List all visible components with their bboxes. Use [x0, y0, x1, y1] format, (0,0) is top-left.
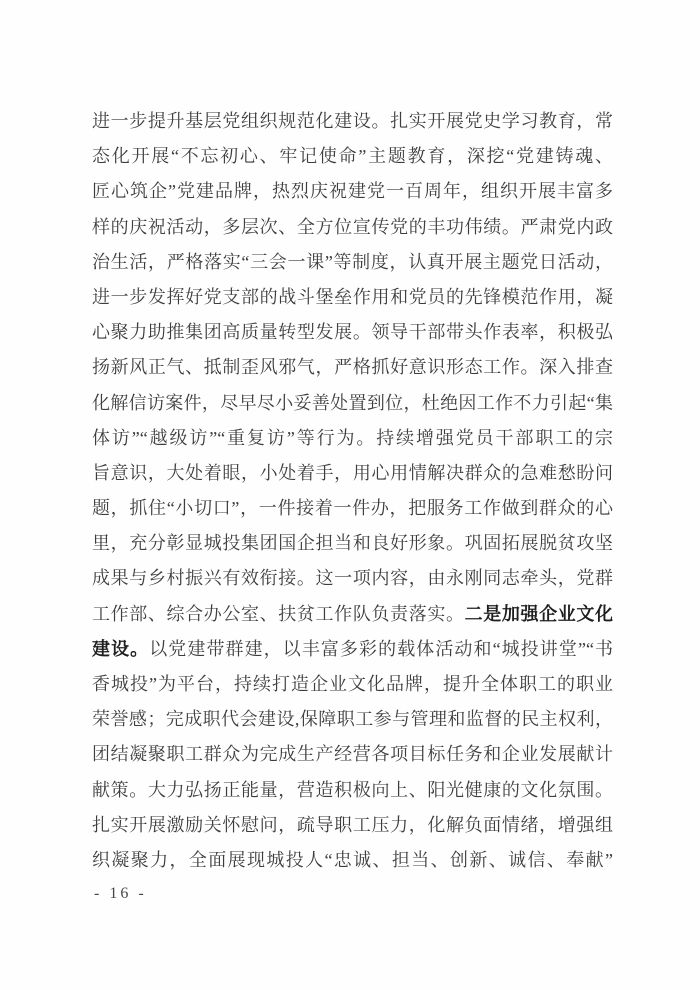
text-segment: 题，抓住“小切口”，一件接着一件办，把服务工作做到群众的心	[92, 498, 613, 519]
text-line	[92, 667, 613, 702]
text-line	[92, 561, 613, 596]
text-line	[92, 210, 613, 245]
body-text-block	[92, 104, 613, 878]
text-segment: 进一步提升基层党组织规范化建设。扎实开展党史学习教育，常	[92, 111, 613, 131]
text-line	[92, 843, 613, 878]
page-number: - 16 -	[94, 885, 147, 902]
text-line	[92, 597, 613, 632]
text-segment: 体访”“越级访”“重复访”等行为。持续增强党员干部职工的宗	[92, 427, 613, 448]
text-segment: 工作部、综合办公室、扶贫工作队负责落实。	[92, 603, 465, 624]
text-segment: 织凝聚力，全面展现城投人“忠诚、担当、创新、诚信、奉献”	[92, 849, 613, 870]
text-line	[92, 632, 613, 667]
text-segment: 扬新风正气、抵制歪风邪气，严格抓好意识形态工作。深入排查	[92, 357, 613, 378]
text-segment: 香城投”为平台，持续打造企业文化品牌，提升全体职工的职业	[92, 674, 613, 694]
text-line	[92, 491, 613, 526]
text-line	[92, 737, 613, 772]
text-line	[92, 315, 613, 350]
text-line	[92, 245, 613, 280]
text-segment: 荣誉感；完成职代会建设,保障职工参与管理和监督的民主权利，	[92, 709, 613, 730]
text-line	[92, 174, 613, 209]
text-segment: 态化开展“不忘初心、牢记使命”主题教育，深挖“党建铸魂、	[92, 146, 613, 167]
text-segment: 匠心筑企”党建品牌，热烈庆祝建党一百周年，组织开展丰富多	[92, 181, 613, 202]
text-segment: 成果与乡村振兴有效衔接。这一项内容，由永刚同志牵头，党群	[92, 568, 613, 589]
text-line	[92, 456, 613, 491]
text-segment: 旨意识，大处着眼，小处着手，用心用情解决群众的急难愁盼问	[92, 462, 613, 483]
bold-text-segment: 二是加强企业文化	[464, 603, 614, 624]
text-line	[92, 702, 613, 737]
text-line	[92, 139, 613, 174]
text-segment: 团结凝聚职工群众为完成生产经营各项目标任务和企业发展献计	[92, 744, 613, 765]
text-segment: 样的庆祝活动，多层次、全方位宣传党的丰功伟绩。严肃党内政	[92, 216, 613, 237]
text-segment: 治生活，严格落实“三会一课”等制度，认真开展主题党日活动，	[92, 251, 613, 272]
bold-text-segment: 建设。	[92, 638, 150, 659]
text-line	[92, 808, 613, 843]
text-line	[92, 350, 613, 385]
text-line	[92, 104, 613, 139]
text-line	[92, 773, 613, 808]
text-line	[92, 526, 613, 561]
text-segment: 里，充分彰显城投集团国企担当和良好形象。巩固拓展脱贫攻坚	[92, 533, 613, 554]
text-line	[92, 421, 613, 456]
text-segment: 献策。大力弘扬正能量，营造积极向上、阳光健康的文化氛围。	[92, 779, 613, 800]
text-segment: 进一步发挥好党支部的战斗堡垒作用和党员的先锋模范作用，凝	[92, 286, 613, 307]
text-segment: 心聚力助推集团高质量转型发展。领导干部带头作表率，积极弘	[92, 322, 613, 343]
text-segment: 化解信访案件，尽早尽小妥善处置到位，杜绝因工作不力引起“集	[92, 392, 613, 413]
text-line	[92, 386, 613, 421]
text-segment: 扎实开展激励关怀慰问，疏导职工压力，化解负面情绪，增强组	[92, 814, 613, 835]
text-segment: 以党建带群建，以丰富多彩的载体活动和“城投讲堂”“书	[149, 638, 614, 659]
text-line	[92, 280, 613, 315]
